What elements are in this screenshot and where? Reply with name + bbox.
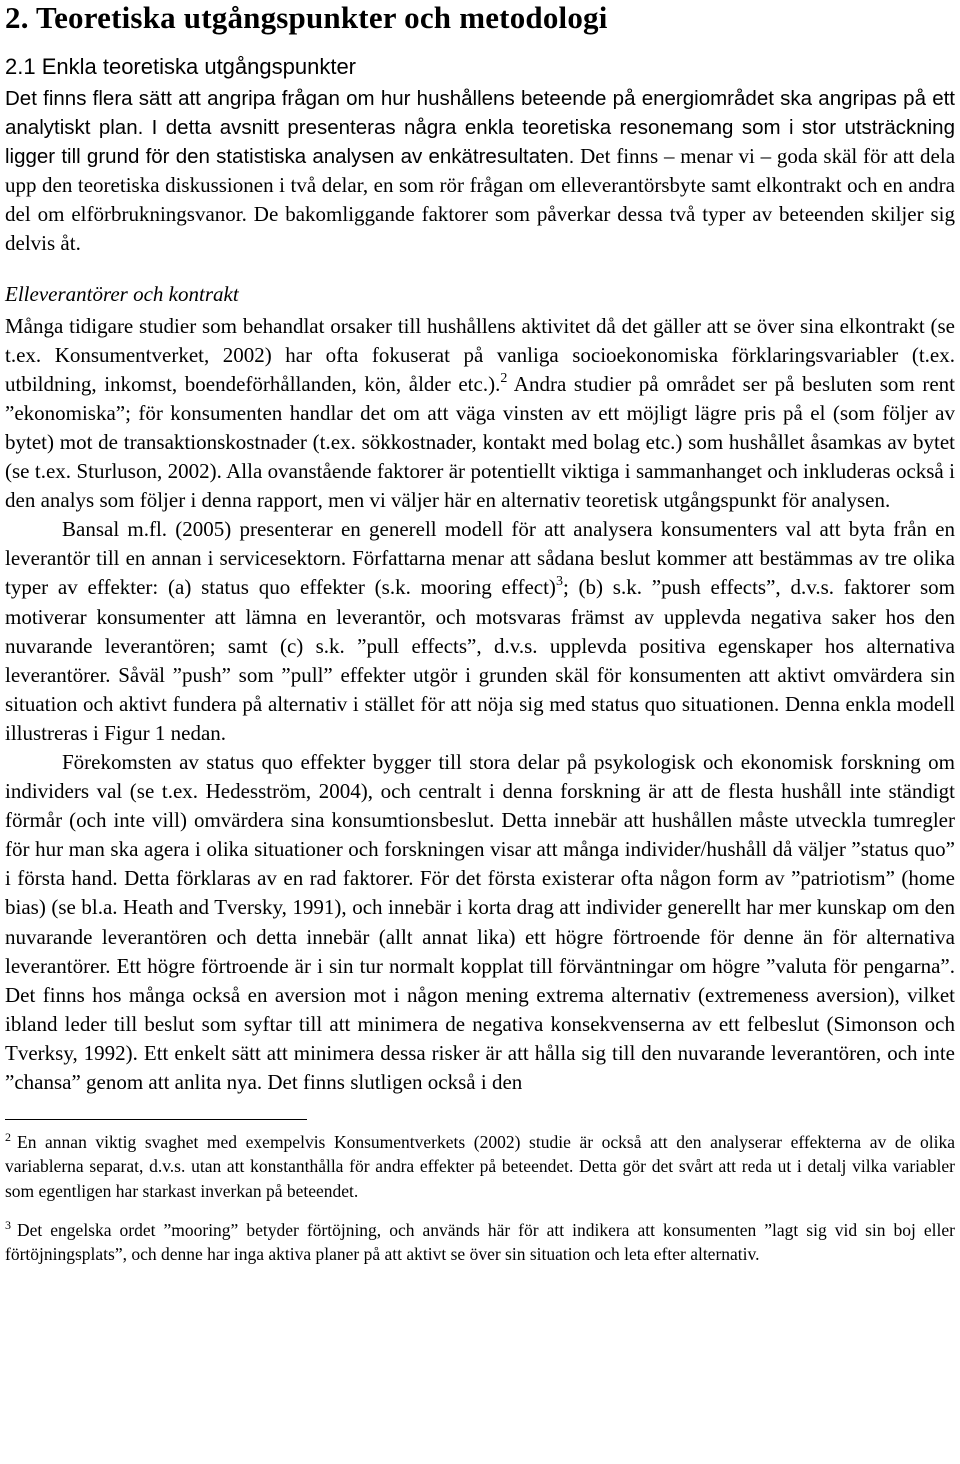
footnote-text: Det engelska ordet ”mooring” betyder förtöjning, och används här för att indikera att konsumenten ”lagt sig vid sin boj eller förtöjningsplats”, och denne har inga aktiva planer på att aktivt se över sin situation och leta efter alternativ. [5, 1219, 955, 1265]
footnote-2 [5, 1130, 955, 1203]
footnote-separator [5, 1119, 307, 1120]
body-paragraph-3 [5, 748, 955, 1097]
intro-text-serif: Det finns – menar vi – goda skäl för att dela upp den teoretiska diskussionen i två delar, en som rör frågan om elleverantörsbyte samt elkontrakt och en andra del om elförbrukningsvanor. De bakomliggande faktorer som påverkar dessa två typer av beteenden skiljer sig delvis åt. [5, 144, 956, 256]
intro-text-sans: Det finns flera sätt att angripa frågan om hur hushållens beteende på energiområdet ska angripas på ett analytiskt plan. I detta avsnitt presenteras några enkla teoretiska resonemang som i stor utsträckning ligger till grund för den statistiska analysen av enkätresultaten. [5, 87, 955, 169]
intro-paragraph [5, 84, 955, 259]
paragraph-gap [5, 259, 955, 280]
section-heading: 2.1 Enkla teoretiska utgångspunkter [5, 54, 357, 79]
paragraph-1-text: Många tidigare studier som behandlat orsaker till hushållens aktivitet då det gäller att se över sina elkontrakt (se t.ex. Konsumentverket, 2002) har ofta fokuserat på vanliga socioekonomiska förklaringsvariabler (t.ex. utbildning, inkomst, boendeförhållanden, kön, ålder etc.). [5, 313, 955, 396]
footnote-text: En annan viktig svaghet med exempelvis Konsumentverkets (2002) studie är också att den analyserar effekterna av de olika variablerna separat, d.v.s. utan att konstanthålla för andra effekter på beteendet. Detta gör det svårt att reda ut i detalj vilka variabler som egentligen har starkast inverkan på beteendet. [5, 1132, 955, 1201]
footnote-number: 2 [5, 1130, 11, 1145]
subsection-title: Elleverantörer och kontrakt [5, 281, 239, 306]
body-paragraph-2 [5, 515, 955, 748]
chapter-heading: 2. Teoretiska utgångspunkter och metodologi [5, 0, 608, 35]
paragraph-2-text: Bansal m.fl. (2005) presenterar en generell modell för att analysera konsumenters val att byta från en leverantör till en annan i servicesektorn. Författarna menar att sådana beslut kommer att bestämmas av tre olika typer av effekter: (a) status quo effekter (s.k. mooring effect) [5, 517, 955, 600]
body-paragraph-1 [5, 312, 955, 516]
paragraph-1-text-cont: Andra studier på området ser på besluten som rent ”ekonomiska”; för konsumenten handlar det om att väga vinsten av ett möjligt lägre pris på el (som följer av bytet) mot de transaktionskostnader (t.ex. sökkostnader, kontakt med bolag etc.) som hushållet åsamkas av bytet (se t.ex. Sturluson, 2002). Alla ovanstående faktorer är potentiellt viktiga i sammanhanget och inkluderas också i den analys som följer i denna rapport, men vi väljer här en alternativ teoretisk utgångspunkt för analysen. [5, 371, 956, 513]
paragraph-2-text-cont: ; (b) s.k. ”push effects”, d.v.s. faktorer som motiverar konsumenter att lämna en leverantör, och motsvaras främst av upplevda negativa saker hos den nuvarande leverantören; samt (c) s.k. ”pull effects”, d.v.s. upplevda positiva egenskaper hos alternativa leverantörer. Såväl ”push” som ”pull” effekter utgör i grunden skäl för konsumenten att aktivt omvärdera sin situation och aktivt fundera på alternativ i stället för att nöja sig med status quo situationen. Denna enkla modell illustreras i Figur 1 nedan. [5, 575, 956, 745]
paragraph-3-text: Förekomsten av status quo effekter bygger till stora delar på psykologisk och ekonomisk forskning om individers val (se t.ex. Hedesström, 2004), och centralt i denna forskning är att de flesta hushåll inte ständigt förmår (och inte vill) omvärdera sina konsumtionsbeslut. Detta innebär att hushållen måste utveckla tumregler för hur man ska agera i olika situationer och forskningen visar att många individer/hushåll då väljer ”status quo” i första hand. Detta förklaras av en rad faktorer. För det första existerar ofta någon form av ”patriotism” (home bias) (se bl.a. Heath and Tversky, 1991), och innebär i korta drag att individer generellt har mer kunskap om den nuvarande leverantören och detta innebär (allt annat lika) ett högre förtroende för denne än för alternativa leverantörer. Ett högre förtroende är i sin tur normalt kopplat till förväntningar om högre ”valuta för pengarna”. Det finns hos många också en aversion mot i någon mening extrema alternativ (extremeness aversion), vilket ibland leder till beslut som syftar till att minimera de negativa konsekvenserna av ett felbeslut (Simonson och Tverksy, 1992). Ett enkelt sätt att minimera dessa risker är att hålla sig till den nuvarande leverantören, och inte ”chansa” genom att anlita nya. Det finns slutligen också i den [5, 749, 955, 1094]
footnote-ref-3[interactable]: 3 [555, 574, 563, 590]
footnote-number: 3 [5, 1217, 11, 1232]
document-page [5, 0, 955, 1267]
footnote-ref-2[interactable]: 2 [500, 370, 508, 386]
footnote-3 [5, 1218, 955, 1267]
